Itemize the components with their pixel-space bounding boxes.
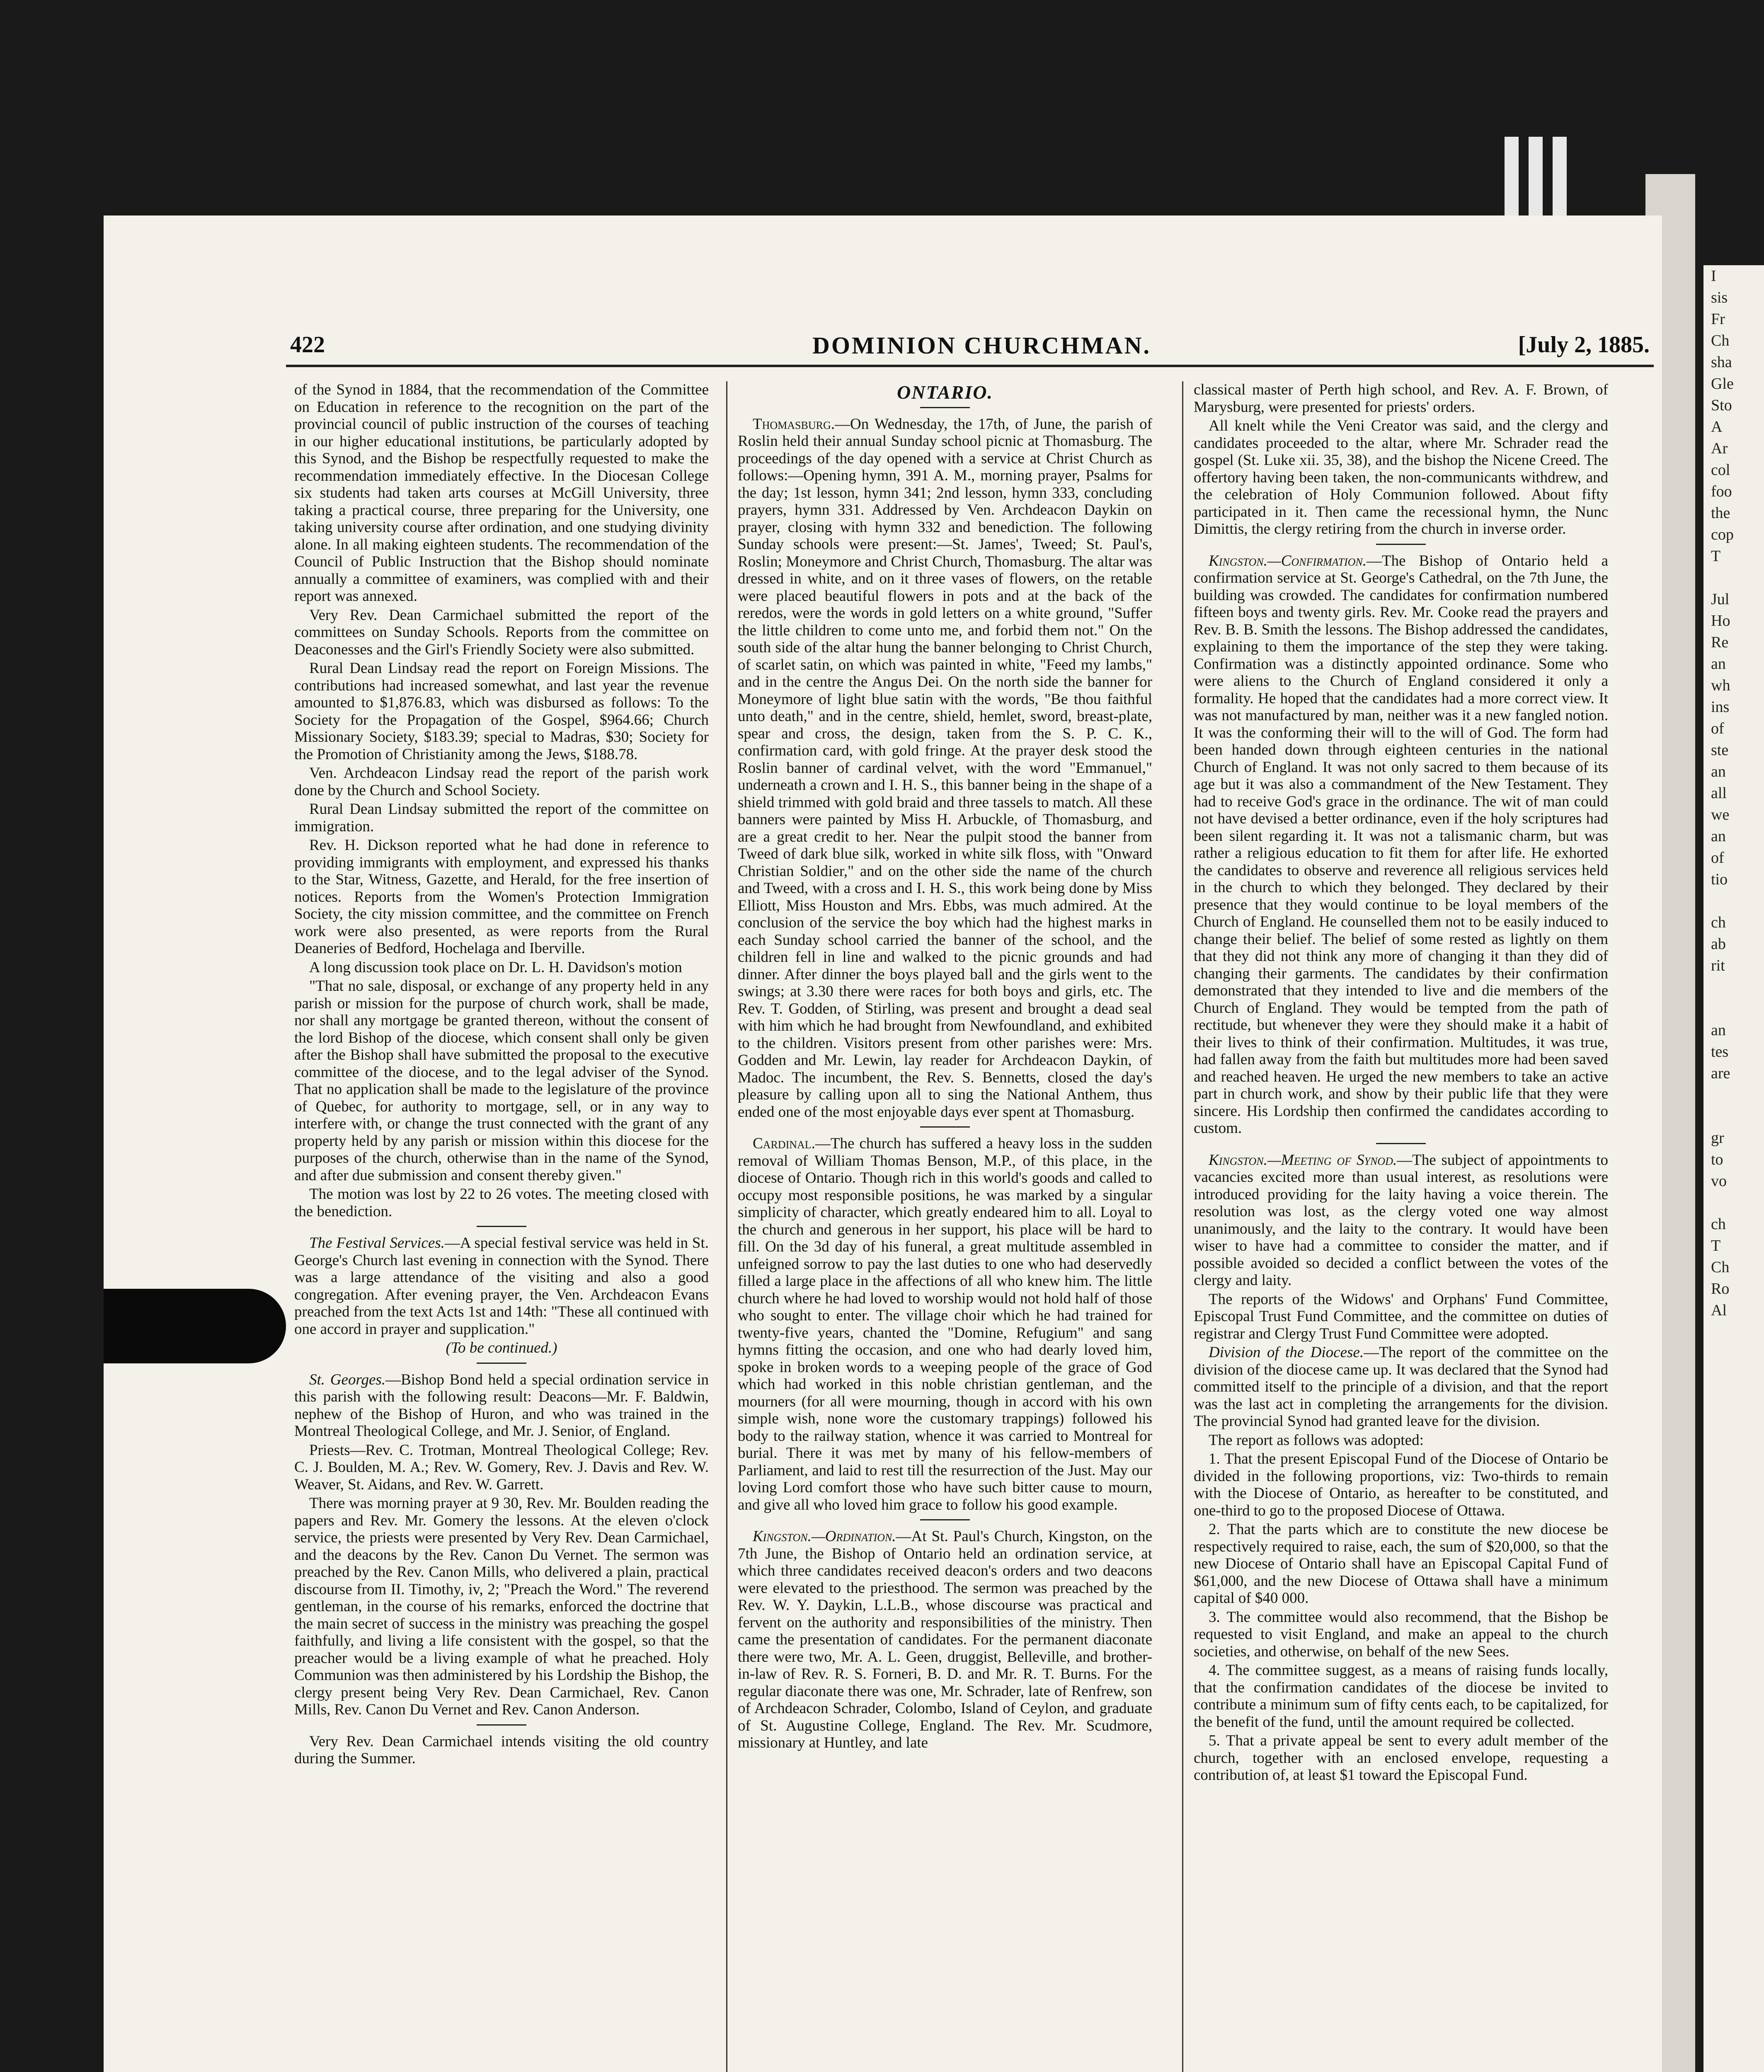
article-paragraph: The report as follows was adopted: [1209,1431,1424,1449]
article-body: —The report of the committee on the division of the diocese came up. It was declared that the Synod had committed itself to the principle of a division, and that the report was the last act in completing the arrangements for the division. The provincial Synod had granted leave for the division. [1194,1344,1609,1430]
article-paragraph: of the Synod in 1884, that the recommendation of the Committee on Education in reference to the recognition on the part of the provincial council of public instruction of the courses of teaching in our higher educational institutions, be particularly adopted by this Synod, and the Bishop be respectfully requested to make the recommendation immediately effective. In the Diocesan College six students had taken arts courses at McGill University, three taking a practical course, three preparing for the University, one taking university course after ordination, and one studying divinity alone. In all making eighteen students. The recommendation of the Council of Public Instruction that the Bishop should nominate annually a committee of examiners, was complied with and their report was annexed. [294,381,709,605]
article-lead: Cardinal. [753,1135,815,1152]
adjacent-page-text: Al [1711,1302,1727,1319]
adjacent-page-text [1703,1192,1764,1213]
adjacent-page-text: cop [1711,526,1734,543]
adjacent-page-text: an [1711,655,1726,673]
adjacent-page-text: to [1711,1151,1723,1168]
adjacent-page-text: ste [1711,741,1729,759]
adjacent-page-text: of [1711,720,1724,737]
adjacent-page-text: gr [1711,1129,1724,1147]
adjacent-page-text: Ar [1711,440,1728,457]
article-paragraph [738,416,1152,1121]
section-separator [920,1519,970,1520]
adjacent-page-text: are [1711,1065,1730,1082]
adjacent-page-text: ch [1711,914,1726,931]
adjacent-page-text: an [1711,763,1726,780]
publication-title: DOMINION CHURCHMAN. [812,332,1151,359]
section-separator [1376,1143,1426,1144]
adjacent-page-text: A [1711,418,1723,436]
article-paragraph: classical master of Perth high school, and Rev. A. F. Brown, of Marysburg, were presented for priests' orders. [1194,381,1608,416]
adjacent-page-text [1703,567,1764,588]
adjacent-page-text: ins [1711,698,1730,716]
header-rule [286,365,1654,367]
adjacent-page-text: T [1711,547,1721,565]
page-number: 422 [290,332,325,358]
list-item: 1. That the present Episcopal Fund of the Diocese of Ontario be divided in the following proportions, viz: Two-thirds to remain with the Diocese of Ontario, as hereafter to be constituted, and one-third to go to the proposed Diocese of Ottawa. [1194,1450,1608,1519]
adjacent-page-text: vo [1711,1172,1727,1190]
column-divider [1182,381,1183,2072]
list-item: 3. The committee would also recommend, that the Bishop be requested to visit England, and make an appeal to the church societies, and otherwise, on behalf of the new Sees. [1194,1608,1608,1660]
article-paragraph: Ven. Archdeacon Lindsay read the report of the parish work done by the Church and School Society. [294,765,709,799]
article-paragraph [294,1371,709,1440]
adjacent-page-text: an [1711,828,1726,845]
section-separator [477,1226,526,1227]
article-paragraph [294,1234,709,1338]
column-1 [294,381,709,1769]
section-separator [477,1724,526,1726]
list-item: 5. That a private appeal be sent to every adult member of the church, together with an enclosed envelope, requesting a contribution of, at least $1 toward the Episcopal Fund. [1194,1732,1608,1784]
article-lead: Kingston.—Ordination. [753,1528,896,1545]
adjacent-page-text: rit [1711,957,1725,974]
adjacent-page-text [1703,1106,1764,1127]
adjacent-page-text: Ch [1711,332,1730,349]
adjacent-page-text [1703,1084,1764,1106]
article-paragraph: There was morning prayer at 9 30, Rev. Mr. Boulden reading the papers and Rev. Mr. Gomery the lessons. At the eleven o'clock service, the priests were presented by Very Rev. Dean Carmichael, and the deacons by the Rev. Canon Du Vernet. The sermon was preached by the Rev. Canon Mills, who delivered a plain, practical discourse from II. Timothy, iv, 2; "Preach the Word." The reverend gentleman, in the course of his remarks, enforced the doctrine that the main secret of success in the ministry was preaching the gospel faithfully, and living a life consistent with the gospel, so that the preacher would be a living example of what he preached. Holy Communion was then administered by his Lordship the Bishop, the clergy present being Very Rev. Dean Carmichael, Rev. Canon Mills, Rev. Canon Du Vernet and Rev. Canon Anderson. [294,1495,709,1718]
scanner-thumb-shadow [104,1289,286,1363]
article-body: —The subject of appointments to vacancies excited more than usual interest, as resolutions were introduced providing for the laity having a voice therein. The resolution was lost, as the clergy voted one way almost unanimously, and the laity to the contrary. It would have been wiser to have had a committee to consider the matter, and if possible avoided so decided a conflict between the votes of the clergy and laity. [1194,1151,1609,1289]
article-lead: St. Georges. [309,1371,386,1388]
adjacent-page-text: Sto [1711,397,1732,414]
article-body: —A special festival service was held in St. George's Church last evening in connection with the Synod. There was a large attendance of the visiting and also a good congregation. After evening prayer, the Ven. Archdeacon Evans preached from the text Acts 1st and 14th: "These all continued with one accord in prayer and supplication." [294,1234,709,1338]
adjacent-page-text: Ho [1711,612,1730,629]
article-paragraph [738,1135,1152,1513]
article-paragraph: Priests—Rev. C. Trotman, Montreal Theological College; Rev. C. J. Boulden, M. A.; Rev. W. Gomery, Rev. J. Davis and Rev. W. Weaver, St. Aidans, and Rev. W. Garrett. [294,1441,709,1493]
adjacent-page-text: tes [1711,1043,1729,1060]
section-separator [1376,544,1426,545]
article-lead: The Festival Services. [309,1234,445,1251]
article-body: —Bishop Bond held a special ordination service in this parish with the following result: Deacons—Mr. F. Baldwin, nephew of the Bishop of Huron, and who was trained in the Montreal Theological College, and Mr. J. Senior, of England. [294,1371,709,1440]
column-divider [726,381,727,2072]
adjacent-page-text: sha [1711,353,1732,371]
article-lead: Kingston.—Meeting of Synod. [1209,1151,1397,1169]
article-paragraph: Rev. H. Dickson reported what he had done in reference to providing immigrants with employment, and expressed his thanks to the Star, Witness, Gazette, and Herald, for the free insertion of notices. Reports from the Women's Protection Immigration Society, the city mission committee, and the committee on French work were also presented, as were reports from the Rural Deaneries of Bedford, Hochelaga and Iberville. [294,837,709,957]
article-paragraph [1194,1344,1608,1430]
adjacent-page-fragment [1703,265,1764,2072]
section-separator [477,1363,526,1364]
adjacent-page-text: col [1711,461,1730,479]
column-3 [1194,381,1608,1786]
article-paragraph: "That no sale, disposal, or exchange of any property held in any parish or mission for the purpose of church work, shall be made, nor shall any mortgage be granted thereon, without the consent of the lord Bishop of the diocese, which consent shall only be given after the Bishop shall have submitted the proposal to the executive committee of the diocese, and to the legal adviser of the Synod. That no application shall be made to the legislature of the province of Quebec, for authority to mortgage, sell, or in any way to interfere with, or change the trust connected with the grant of any property held by any parish or mission within this diocese for the purposes of the church, otherwise than in the name of the Synod, and after due submission and consent thereby given." [294,978,709,1184]
article-paragraph [738,1528,1152,1752]
adjacent-page-text: Ch [1711,1259,1730,1276]
article-paragraph: The motion was lost by 22 to 26 votes. The meeting closed with the benediction. [294,1186,709,1220]
list-item: 2. That the parts which are to constitute the new diocese be respectively required to raise, each, the sum of $20,000, so that the new Diocese of Ontario shall have an Episcopal Capital Fund of $61,000, and the new Diocese of Ottawa shall have a minimum capital of $40 000. [1194,1521,1608,1607]
continued-note: (To be continued.) [446,1339,557,1356]
article-paragraph: Very Rev. Dean Carmichael submitted the report of the committees on Sunday Schools. Reports from the committee on Deaconesses and the Girl's Friendly Society were also submitted. [294,606,709,658]
article-body: —On Wednesday, the 17th, of June, the parish of Roslin held their annual Sunday school picnic at Thomasburg. The proceedings of the day opened with a service at Christ Church as follows:—Opening hymn, 391 A. M., morning prayer, Psalms for the day; 1st lesson, hymn 341; 2nd lesson, hymn 333, concluding prayers, hymn 331. Addressed by Ven. Archdeacon Daykin on prayer, closing with hymn 332 and benediction. The following Sunday schools were present:—St. James', Tweed; St. Paul's, Roslin; Moneymore and Christ Church, Thomasburg. The altar was dressed in white, and on it three vases of flowers, on the retable were placed beautiful flowers in pots and at the back of the reredos, were the words in gold letters on a white ground, "Suffer the little children to come unto me, and forbid them not." On the south side of the altar hung the banner belonging to Christ Church, of scarlet satin, on which was painted in white, "Feed my lambs," and in the centre the Angus Dei. On the north side the banner for Moneymore of light blue satin with the words, "Be thou faithful unto death," and in the centre, shield, hemlet, sword, breast-plate, spear and cross, the design, taken from the S. P. C. K., confirmation card, with gold fringe. At the prayer desk stood the Roslin banner of cardinal velvet, with the word "Emmanuel," underneath a crown and I. H. S., this banner being in the shape of a shield trimmed with gold braid and three tassels to match. All these banners were painted by Miss H. Arbuckle, of Thomasburg, and are a great credit to her. Near the pulpit stood the banner from Tweed of dark blue silk, worked in white silk floss, with "Onward Christian Soldier," and on the other side the name of the church and Tweed, with a cross and I. H. S., this work being done by Miss Elliott, Miss Houston and Mrs. Ebbs, was much admired. At the conclusion of the service the boy which had the highest marks in each Sunday school carried the banner of the school, and the children fell in line and walked to the picnic grounds and had dinner. After dinner the boys played ball and the girls went to the swings; at 3.30 there were races for both boys and girls, etc. The Rev. T. Godden, of Stirling, was present and brought a dead seal with him which he had brought from Newfoundland, and exhibited to the children. Visitors present from other parishes were: Mrs. Godden and Mr. Lewin, lay reader for Archdeacon Daykin, of Madoc. The incumbent, the Rev. S. Bennetts, closed the day's pleasure by calling upon all to sing the National Anthem, thus ended one of the most enjoyable days ever spent at Thomasburg. [738,415,1152,1121]
adjacent-page-text: T [1711,1237,1721,1254]
adjacent-page-text: Ro [1711,1280,1730,1297]
adjacent-page-text: we [1711,806,1730,823]
article-paragraph: A long discussion took place on Dr. L. H. Davidson's motion [309,959,682,976]
list-item: 4. The committee suggest, as a means of raising funds locally, that the confirmation candidates of the diocese be invited to contribute a minimum sum of fifty cents each, to be capitalized, for the benefit of the fund, until the amount required be collected. [1194,1662,1608,1731]
adjacent-page-text: all [1711,784,1727,802]
issue-date: [July 2, 1885. [1518,332,1650,358]
article-body: —The Bishop of Ontario held a confirmation service at St. George's Cathedral, on the 7th June, the building was crowded. The candidates for confirmation numbered fifteen boys and twenty girls. Rev. Mr. Cooke read the prayers and Rev. B. B. Smith the lessons. The Bishop addressed the candidates, explaining to them the importance of the step they were taking. Confirmation was a distinctly appointed ordinance. Some who were aliens to the Church of England considered it only a formality. He hoped that the candidates had a more correct view. It was not manufactured by man, neither was it a new fangled notion. It was the conforming their will to the will of God. The form had been handed down through eighteen centuries in the national Church of England. It was not only sacred to them because of its age but it was also a commandment of the New Testament. They had to receive God's grace in the ordinance. The wit of man could not have devised a better ordinance, even if the holy scriptures had been silent regarding it. It was not a talismanic charm, but was rather a religious education to fit them for after life. He exhorted the candidates to observe and reverence all religious services held in the church to which they belonged. They declared by their presence that they would continue to be loyal members of the Church of England. He counselled them not to be easily induced to change their belief. The belief of some rested as lightly on them that they did not think any more of changing it than they did of changing their garments. The candidates by their confirmation demonstrated that they intended to live and die members of the Church of England. They would be tempted from the path of rectitude, but whenever they were they should make it a habit of their lives to think of their confirmation. Multitudes, it was true, had fallen away from the faith but multitudes more had been saved and reached heaven. He urged the new members to take an active part in church work, and show by their public life that they were sincere. His Lordship then confirmed the candidates according to custom. [1194,552,1608,1137]
adjacent-page-text: Gle [1711,375,1734,392]
adjacent-page-text [1703,998,1764,1019]
page-header [290,332,1650,361]
adjacent-page-text: an [1711,1021,1726,1039]
adjacent-page-text: foo [1711,483,1732,500]
adjacent-page-text: of [1711,849,1724,867]
article-body: —At St. Paul's Church, Kingston, on the 7th June, the Bishop of Ontario held an ordination service, at which three candidates received deacon's orders and two deacons were elevated to the priesthood. The sermon was preached by the Rev. W. Y. Daykin, L.L.B., whose discourse was practical and fervent on the authority and responsibilities of the ministry. Then came the presentation of candidates. For the permanent diaconate there were two, Mr. A. L. Geen, druggist, Belleville, and brother-in-law of Rev. R. S. Forneri, B. D. and Mr. R. T. Burns. For the regular diaconate there was one, Mr. Schrader, late of Renfrew, son of Archdeacon Schrader, Colombo, Island of Ceylon, and graduate of St. Augustine College, England. The Rev. Mr. Scudmore, missionary at Huntley, and late [738,1528,1152,1751]
article-paragraph: Rural Dean Lindsay submitted the report of the committee on immigration. [294,801,709,835]
article-paragraph: All knelt while the Veni Creator was said, and the clergy and candidates proceeded to the altar, where Mr. Schrader read the gospel (St. Luke xii. 35, 38), and the bishop the Nicene Creed. The offertory having been taken, the non-communicants withdrew, and the celebration of Holy Communion followed. About fifty participated in it. Then came the recessional hymn, the Nunc Dimittis, the clergy retiring from the church in inverse order. [1194,417,1608,537]
article-body: —The church has suffered a heavy loss in the sudden removal of William Thomas Benson, M.P., of this place, in the diocese of Ontario. Though rich in this world's goods and called to occupy most responsible positions, he was marked by a singular simplicity of character, which greatly endeared him to all. Loyal to the church and generous in her support, his place will be hard to fill. On the 3d day of his funeral, a great multitude assembled in unfeigned sorrow to pay the last duties to one who had deservedly filled a large place in the affections of all who knew him. The little church where he had loved to worship would not hold half of those who sought to enter. The village choir which he had trained for twenty-five years, chanted the "Domine, Refugium" and sang hymns fitting the occasion, and one who had dearly loved him, spoke in broken words to a weeping people of the grace of God which had worked in this noble christian gentleman, and the mourners (for all were mourning, though in accord with his own simple wish, none wore the customary trappings) followed his body to the railway station, whence it was carried to Montreal for burial. There it was met by many of his fellow-members of Parliament, and laid to rest till the resurrection of the Just. May our loving Lord comfort those who have such bitter cause to mourn, and give all who loved him grace to follow his good example. [738,1135,1152,1513]
article-paragraph: Rural Dean Lindsay read the report on Foreign Missions. The contributions had increased somewhat, and last year the revenue amounted to $1,876.83, which was disbursed as follows: To the Society for the Propagation of the Gospel, $964.66; Church Missionary Society, $183.39; special to Madras, $30; Society for the Promotion of Christianity among the Jews, $188.78. [294,660,709,763]
adjacent-page-text: Fr [1711,310,1725,328]
section-separator [920,407,970,408]
adjacent-page-text: the [1711,504,1730,522]
article-paragraph [1194,552,1608,1137]
section-title: ONTARIO. [897,382,993,403]
article-paragraph: The reports of the Widows' and Orphans' Fund Committee, Episcopal Trust Fund Committee, and the committee on duties of registrar and Clergy Trust Fund Committee were adopted. [1194,1290,1608,1342]
adjacent-page-text: Jul [1711,591,1730,608]
adjacent-page-text: wh [1711,677,1730,694]
article-lead: Thomasburg. [753,415,835,433]
adjacent-page-text [1703,976,1764,998]
article-paragraph: Very Rev. Dean Carmichael intends visiting the old country during the Summer. [294,1733,709,1767]
adjacent-page-text: I [1711,267,1716,285]
article-paragraph [1194,1152,1608,1289]
column-2 [738,381,1152,1753]
article-lead: Division of the Diocese. [1209,1344,1364,1361]
adjacent-page-text [1703,890,1764,912]
adjacent-page-text: ab [1711,935,1726,953]
adjacent-page-text: tio [1711,871,1728,888]
section-separator [920,1126,970,1128]
adjacent-page-text: sis [1711,289,1728,306]
adjacent-page-text: ch [1711,1215,1726,1233]
adjacent-page-text: Re [1711,634,1729,651]
article-lead: Kingston.—Confirmation. [1209,552,1367,569]
